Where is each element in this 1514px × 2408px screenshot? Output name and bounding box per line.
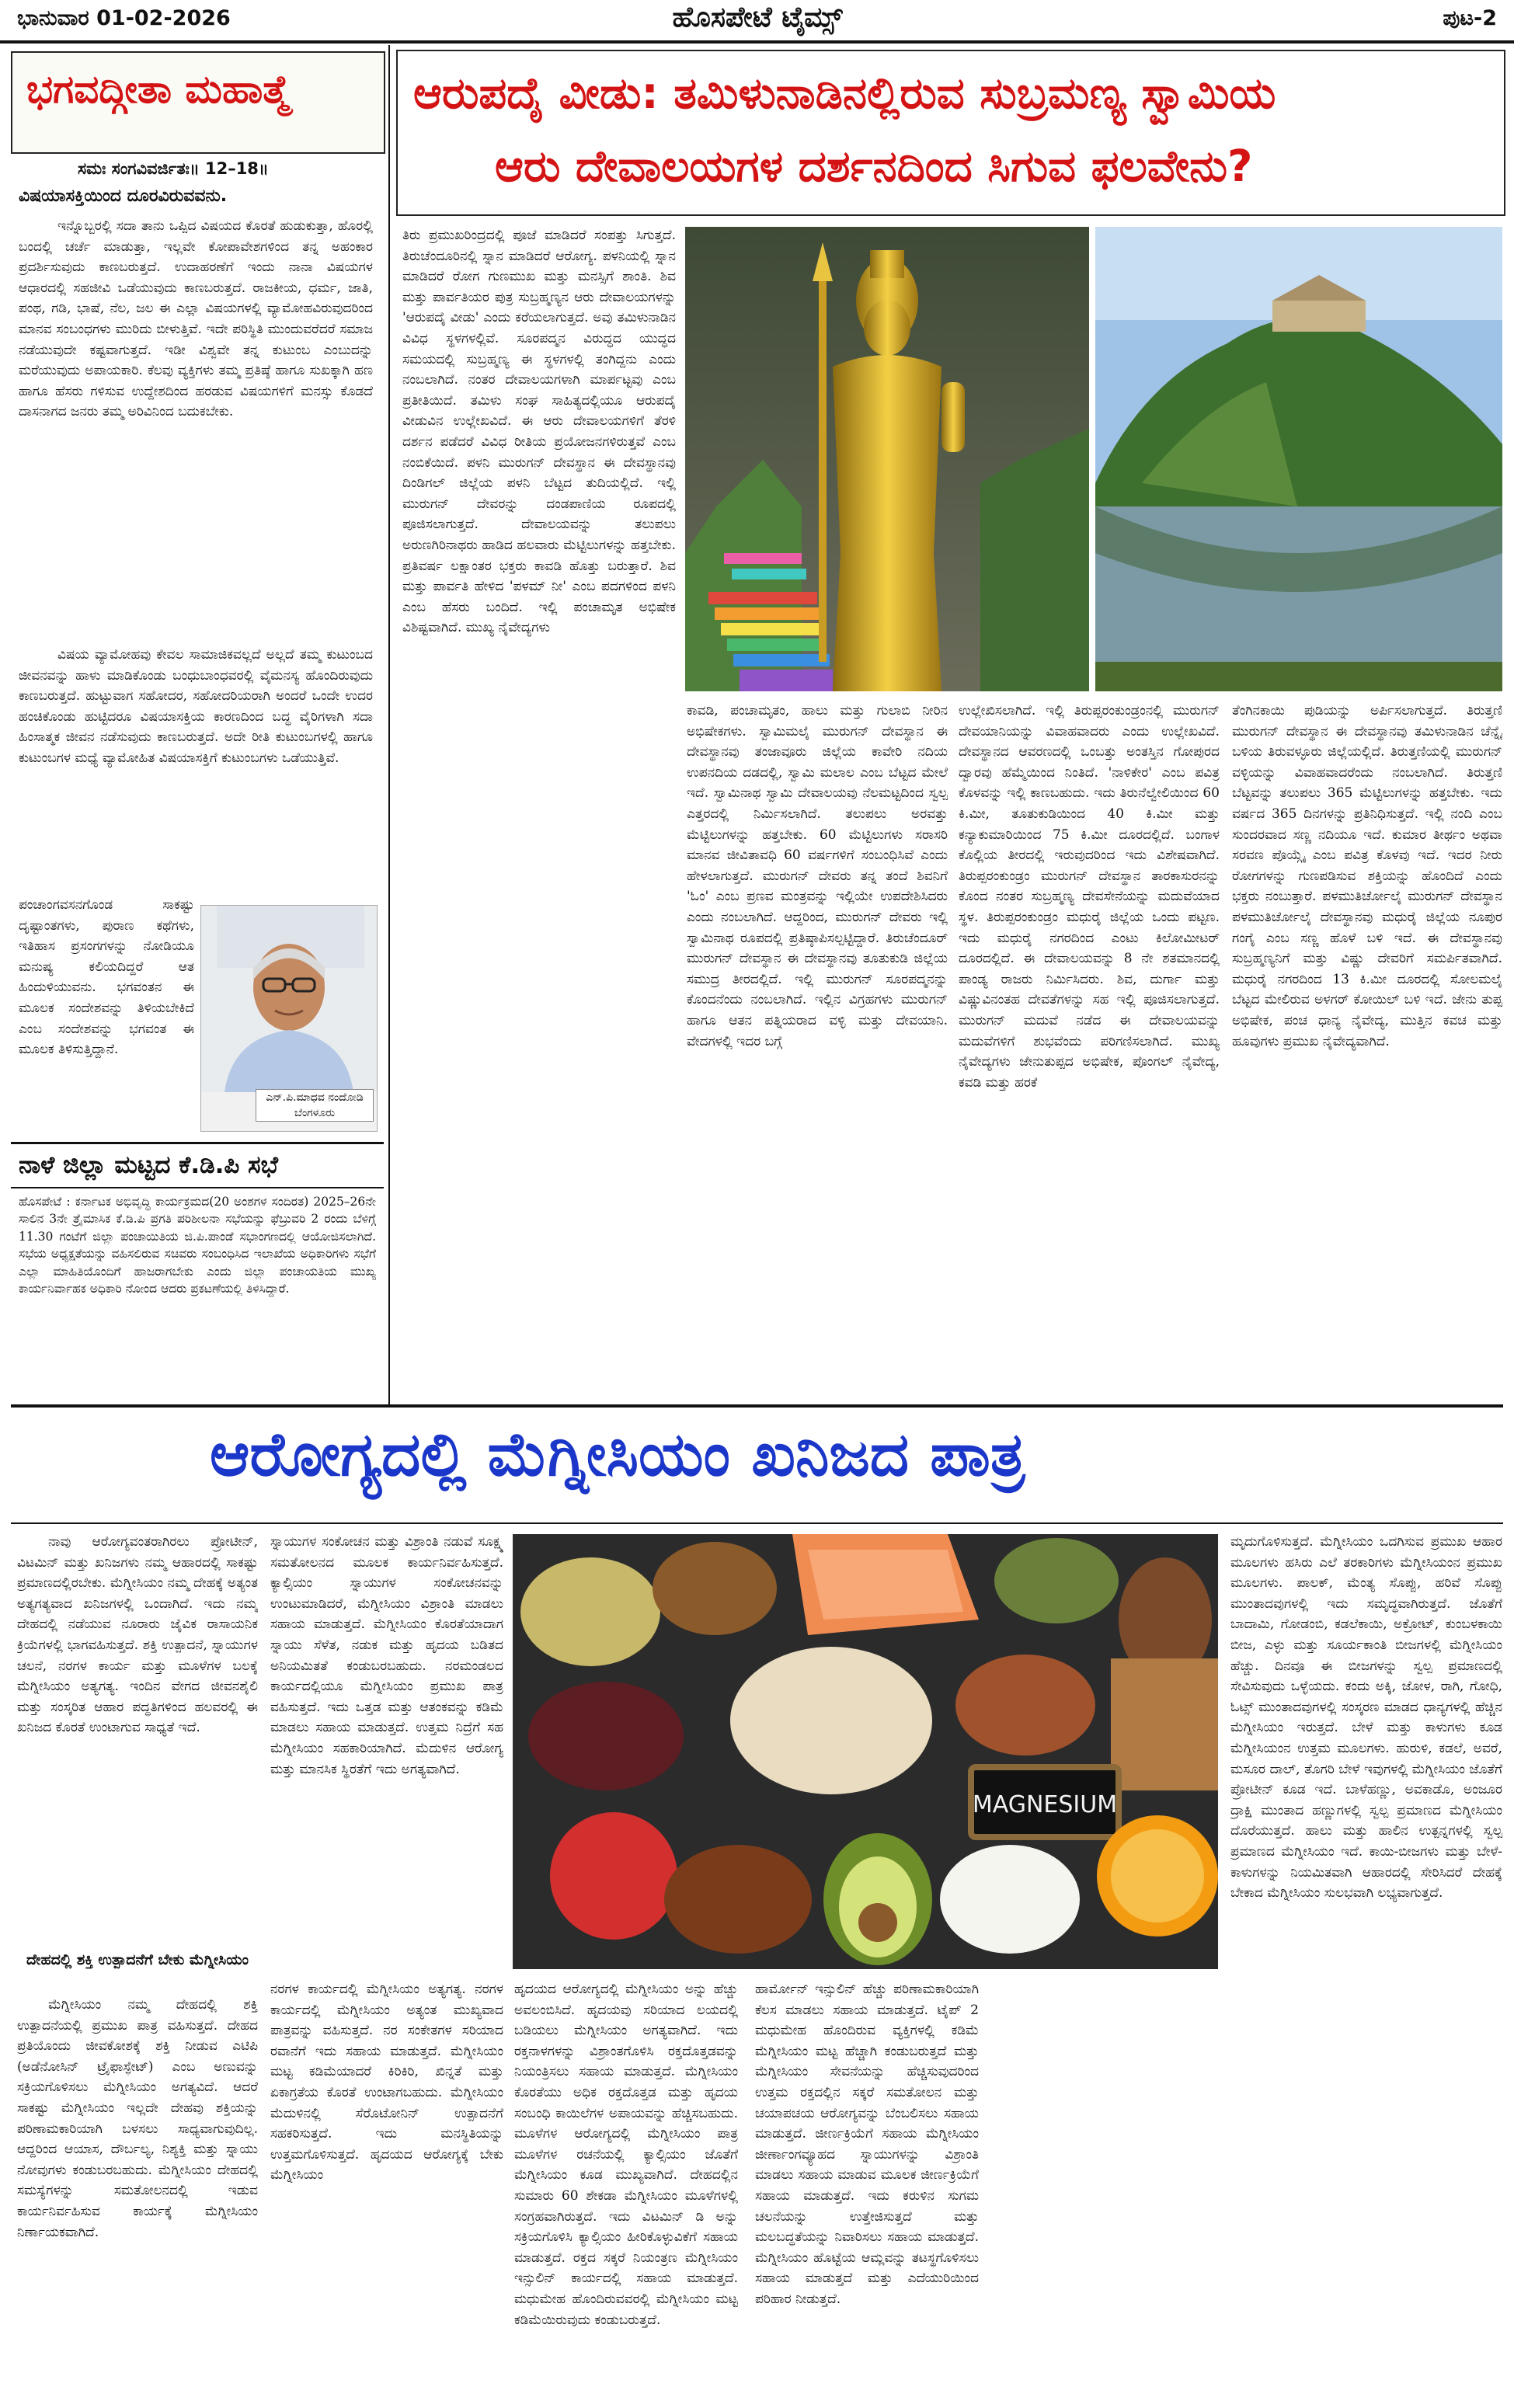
gita-verse: ಸಮಃ ಸಂಗವಿವರ್ಜಿತಃ॥ 12–18॥ <box>78 159 269 178</box>
kdp-body: ಹೊಸಪೇಟೆ : ಕರ್ನಾಟಕ ಅಭಿವೃದ್ಧಿ ಕಾರ್ಯಕ್ರಮದ(20 ಅಂಶಗಳ ಸಂದಿರತ) 2025–26ನೇ ಸಾಲಿನ 3ನೇ ತ್ರೈಮಾಸಿಕ ಕೆ.ಡಿ.ಪಿ ಪ್ರಗತಿ ಪರಿಶೀಲನಾ ಸಭೆಯನ್ನು ಫೆಬ್ರುವರಿ 2 ರಂದು ಬೆಳಿಗ್ಗೆ 11.30 ಗಂಟೆಗೆ ಜಿಲ್ಲಾ ಪಂಚಾಯಿತಿಯ ಜಿ.ಪಿ.ಪಾಂಡೆ ಸಭಾಂಗಣದಲ್ಲಿ ಆಯೋಜಿಸಲಾಗಿದೆ. ಸಭೆಯ ಅಧ್ಯಕ್ಷತೆಯನ್ನು ವಹಿಸಲಿರುವ ಸಚಿವರು ಸಂಬಂಧಿಸಿದ ಇಲಾಖೆಯ ಅಧಿಕಾರಿಗಳು ಸಭೆಗೆ ಎಲ್ಲಾ ಮಾಹಿತಿಯೊಂದಿಗೆ ಹಾಜರಾಗಬೇಕು ಎಂದು ಜಿಲ್ಲಾ ಪಂಚಾಯತಿಯ ಮುಖ್ಯ ಕಾರ್ಯನಿರ್ವಾಹಕ ಅಧಿಕಾರಿ ನೋಂದ ಆದರು ಪ್ರಕಟಣೆಯಲ್ಲಿ ತಿಳಿಸಿದ್ದಾರೆ. <box>19 1195 376 1296</box>
page-header <box>0 0 1514 43</box>
author-portrait-image <box>201 906 377 1092</box>
column-divider <box>388 45 390 1404</box>
gita-body-a: ಇನ್ನೊಬ್ಬರಲ್ಲಿ ಸದಾ ತಾನು ಒಪ್ಪಿದ ವಿಷಯದ ಕೊರತೆ ಹುಡುಕುತ್ತಾ, ಹೊರಲ್ಲಿ ಬಂದಲ್ಲಿ ಚರ್ಚೆ ಮಾಡುತ್ತಾ, ಇಲ್ಲವೇ ಕೋಪಾವೇಶಗಳಿಂದ ತನ್ನ ಅಹಂಕಾರ ಪ್ರದರ್ಶಿಸುವುದು ಕಾಣಬರುತ್ತದೆ. ಉದಾಹರಣೆಗೆ ಇಂದು ನಾನಾ ವಿಷಯಗಳ ಆಧಾರದಲ್ಲಿ ಸಹಜೀವಿ ಒಡೆಯುವುದು ಕಾಣಬರುತ್ತದೆ. ರಾಜಕೀಯ, ಧರ್ಮ, ಜಾತಿ, ಪಂಥ, ಗಡಿ, ಭಾಷೆ, ನೆಲ, ಜಲ ಈ ಎಲ್ಲಾ ವಿಷಯಗಳಲ್ಲಿ ವ್ಯಾಮೋಹವಿರುವುದರಿಂದ ಮಾನವ ಸಂಬಂಧಗಳು ಮುರಿದು ಬೀಳುತ್ತಿವೆ. ಇದೇ ಪರಿಸ್ಥಿತಿ ಮುಂದುವರೆದರೆ ಸಮಾಜ ನಡೆಯುವುದೇ ಕಷ್ಟವಾಗುತ್ತದೆ. ಇಡೀ ವಿಶ್ವವೇ ತನ್ನ ಕುಟುಂಬ ಎಂಬುದನ್ನು ಮರೆಯುವುದು ಅಪಾಯಕಾರಿ. ಕೆಲವು ವ್ಯಕ್ತಿಗಳು ತಮ್ಮ ಪ್ರತಿಷ್ಠೆ ಹಾಗೂ ಸುಖಕ್ಕಾಗಿ ಹಣ ಹಾಗೂ ಹೆಸರು ಗಳಿಸುವ ಉದ್ದೇಶದಿಂದ ಹರಡುವ ವಿಷಯಗಳಿಗೆ ಮನಸ್ಸು ಕೊಡದೆ ದಾಸನಾಗದ ಜನರು ತಮ್ಮ ಅರಿವಿನಿಂದ ಬದುಕಬೇಕು. <box>19 218 373 420</box>
author-city: ಬೆಂಗಳೂರು <box>294 1107 336 1119</box>
magnesium-col-5: ಮೃದುಗೊಳಿಸುತ್ತದೆ. ಮೆಗ್ನೀಸಿಯಂ ಒದಗಿಸುವ ಪ್ರಮುಖ ಆಹಾರ ಮೂಲಗಳು ಹಸಿರು ಎಲೆ ತರಕಾರಿಗಳು ಮೆಗ್ನೀಸಿಯಂನ ಪ್ರಮುಖ ಮೂಲಗಳು. ಪಾಲಕ್, ಮೆಂತ್ಯ ಸೊಪ್ಪು, ಹರಿವೆ ಸೊಪ್ಪು ಮುಂತಾದವುಗಳಲ್ಲಿ ಇದು ಸಮೃದ್ಧವಾಗಿರುತ್ತದೆ. ಜೊತೆಗೆ ಬಾದಾಮಿ, ಗೋಡಂಬಿ, ಕಡಲೆಕಾಯಿ, ಅಕ್ರೋಟ್, ಕುಂಬಳಕಾಯಿ ಬೀಜ, ಎಳ್ಳು ಮತ್ತು ಸೂರ್ಯಕಾಂತಿ ಬೀಜಗಳಲ್ಲಿ ಮೆಗ್ನೀಸಿಯಂ ಹೆಚ್ಚು. ದಿನವೂ ಈ ಬೀಜಗಳನ್ನು ಸ್ವಲ್ಪ ಪ್ರಮಾಣದಲ್ಲಿ ಸೇವಿಸುವುದು ಒಳ್ಳೆಯದು. ಕಂದು ಅಕ್ಕಿ, ಜೋಳ, ರಾಗಿ, ಗೋಧಿ, ಓಟ್ಸ್ ಮುಂತಾದವುಗಳಲ್ಲಿ ಸಂಸ್ಕರಣ ಮಾಡದ ಧಾನ್ಯಗಳಲ್ಲಿ ಹೆಚ್ಚಿನ ಮೆಗ್ನೀಸಿಯಂ ಇರುತ್ತದೆ. ಬೇಳೆ ಮತ್ತು ಕಾಳುಗಳು ಕೂಡ ಮೆಗ್ನೀಸಿಯಂನ ಉತ್ತಮ ಮೂಲಗಳು. ಹುರುಳಿ, ಕಡಲೆ, ಅವರೆ, ಮಸೂರ ದಾಲ್, ತೊಗರಿ ಬೇಳೆ ಇವುಗಳಲ್ಲಿ ಮೆಗ್ನೀಸಿಯಂ ಜೊತೆಗೆ ಪ್ರೋಟೀನ್ ಕೂಡ ಇದೆ. ಬಾಳೆಹಣ್ಣು, ಅವಕಾಡೊ, ಅಂಜೂರ ದ್ರಾಕ್ಷಿ ಮುಂತಾದ ಹಣ್ಣುಗಳಲ್ಲಿ ಸ್ವಲ್ಪ ಪ್ರಮಾಣದ ಮೆಗ್ನೀಸಿಯಂ ದೊರೆಯುತ್ತದೆ. ಹಾಲು ಮತ್ತು ಹಾಲಿನ ಉತ್ಪನ್ನಗಳಲ್ಲಿ ಸ್ವಲ್ಪ ಪ್ರಮಾಣದ ಮೆಗ್ನೀಸಿಯಂ ಇದೆ. ಕಾಯಿ-ಬೀಜಗಳು ಮತ್ತು ಬೇಳೆ-ಕಾಳುಗಳನ್ನು ನಿಯಮಿತವಾಗಿ ಆಹಾರದಲ್ಲಿ ಸೇರಿಸಿದರೆ ದೇಹಕ್ಕೆ ಬೇಕಾದ ಮೆಗ್ನೀಸಿಯಂ ಸುಲಭವಾಗಿ ಲಭ್ಯವಾಗುತ್ತದೆ. <box>1230 1534 1502 1902</box>
magnesium-col-3: ಹೃದಯದ ಆರೋಗ್ಯದಲ್ಲಿ ಮೆಗ್ನೀಸಿಯಂ ಅನ್ನು ಹೆಚ್ಚು ಅವಲಂಬಿಸಿದೆ. ಹೃದಯವು ಸರಿಯಾದ ಲಯದಲ್ಲಿ ಬಡಿಯಲು ಮೆಗ್ನೀಸಿಯಂ ಅಗತ್ಯವಾಗಿದೆ. ಇದು ರಕ್ತನಾಳಗಳನ್ನು ವಿಶ್ರಾಂತಗೊಳಿಸಿ ರಕ್ತದೊತ್ತಡವನ್ನು ನಿಯಂತ್ರಿಸಲು ಸಹಾಯ ಮಾಡುತ್ತದೆ. ಮೆಗ್ನೀಸಿಯಂ ಕೊರತೆಯು ಅಧಿಕ ರಕ್ತದೊತ್ತಡ ಮತ್ತು ಹೃದಯ ಸಂಬಂಧಿ ಕಾಯಿಲೆಗಳ ಅಪಾಯವನ್ನು ಹೆಚ್ಚಿಸಬಹುದು. ಮೂಳೆಗಳ ಆರೋಗ್ಯದಲ್ಲಿ ಮೆಗ್ನೀಸಿಯಂ ಪಾತ್ರ ಮೂಳೆಗಳ ರಚನೆಯಲ್ಲಿ ಕ್ಯಾಲ್ಸಿಯಂ ಜೊತೆಗೆ ಮೆಗ್ನೀಸಿಯಂ ಕೂಡ ಮುಖ್ಯವಾಗಿದೆ. ದೇಹದಲ್ಲಿನ ಸುಮಾರು 60 ಶೇಕಡಾ ಮೆಗ್ನೀಸಿಯಂ ಮೂಳೆಗಳಲ್ಲಿ ಸಂಗ್ರಹವಾಗಿರುತ್ತದೆ. ಇದು ವಿಟಮಿನ್ ಡಿ ಅನ್ನು ಸಕ್ರಿಯಗೊಳಿಸಿ ಕ್ಯಾಲ್ಸಿಯಂ ಹೀರಿಕೊಳ್ಳುವಿಕೆಗೆ ಸಹಾಯ ಮಾಡುತ್ತದೆ. ರಕ್ತದ ಸಕ್ಕರೆ ನಿಯಂತ್ರಣ ಮೆಗ್ನೀಸಿಯಂ ಇನ್ಸುಲಿನ್ ಕಾರ್ಯದಲ್ಲಿ ಸಹಾಯ ಮಾಡುತ್ತದೆ. ಮಧುಮೇಹ ಹೊಂದಿರುವವರಲ್ಲಿ ಮೆಗ್ನೀಸಿಯಂ ಮಟ್ಟ ಕಡಿಮೆಯಿರುವುದು ಕಂಡುಬರುತ್ತದೆ. <box>514 1982 738 2328</box>
murugan-statue-image <box>685 227 1089 691</box>
arupadai-col-2: ಕಾವಡಿ, ಪಂಚಾಮೃತಂ, ಹಾಲು ಮತ್ತು ಗುಲಾಬಿ ನೀರಿನ ಅಭಿಷೇಕಗಳು. ಸ್ವಾಮಿಮಲೈ ಮುರುಗನ್ ದೇವಸ್ಥಾನ ಈ ದೇವಸ್ಥಾನವು ತಂಜಾವೂರು ಜಿಲ್ಲೆಯ ಕಾವೇರಿ ನದಿಯ ಉಪನದಿಯ ದಡದಲ್ಲಿ, ಸ್ವಾಮಿ ಮಲಾಲ ಎಂಬ ಬೆಟ್ಟದ ಮೇಲೆ ಇದೆ. ಸ್ವಾಮಿನಾಥ ಸ್ವಾಮಿ ದೇವಾಲಯವು ನೆಲಮಟ್ಟದಿಂದ ಸ್ವಲ್ಪ ಎತ್ತರದಲ್ಲಿ ನಿರ್ಮಿಸಲಾಗಿದೆ. ತಲುಪಲು ಅರವತ್ತು ಮೆಟ್ಟಿಲುಗಳನ್ನು ಹತ್ತಬೇಕು. 60 ಮೆಟ್ಟಿಲುಗಳು ಸರಾಸರಿ ಮಾನವ ಜೀವಿತಾವಧಿ 60 ವರ್ಷಗಳಿಗೆ ಸಂಬಂಧಿಸಿವೆ ಎಂದು ಹೇಳಲಾಗುತ್ತದೆ. ಮುರುಗನ್ ದೇವರು ತನ್ನ ತಂದೆ ಶಿವನಿಗೆ 'ಓಂ' ಎಂಬ ಪ್ರಣವ ಮಂತ್ರವನ್ನು ಇಲ್ಲಿಯೇ ಉಪದೇಶಿಸಿದರು ಎಂದು ನಂಬಲಾಗಿದೆ. ಆದ್ದರಿಂದ, ಮುರುಗನ್ ದೇವರು ಇಲ್ಲಿ ಸ್ವಾಮಿನಾಥ ರೂಪದಲ್ಲಿ ಪ್ರತಿಷ್ಠಾಪಿಸಲ್ಪಟ್ಟಿದ್ದಾರೆ. ತಿರುಚೆಂದೂರ್ ಮುರುಗನ್ ದೇವಸ್ಥಾನ ಈ ದೇವಸ್ಥಾನವು ತೂತುಕುಡಿ ಜಿಲ್ಲೆಯ ಸಮುದ್ರ ತೀರದಲ್ಲಿದೆ. ಇಲ್ಲಿ ಮುರುಗನ್ ಸೂರಪದ್ಮನನ್ನು ಕೊಂದನೆಂದು ನಂಬಲಾಗಿದೆ. ಇಲ್ಲಿನ ವಿಗ್ರಹಗಳು ಮುರುಗನ್ ಹಾಗೂ ಆತನ ಪತ್ನಿಯರಾದ ವಳ್ಳಿ ಮತ್ತು ದೇವಯಾನಿ. ವೇದಗಳಲ್ಲಿ ಇದರ ಬಗ್ಗೆ <box>687 703 948 1049</box>
gita-title: ಭಗವದ್ಗೀತಾ ಮಹಾತ್ಮೆ <box>26 67 291 112</box>
magnesium-col-1a: ನಾವು ಆರೋಗ್ಯವಂತರಾಗಿರಲು ಪ್ರೋಟೀನ್, ವಿಟಮಿನ್ ಮತ್ತು ಖನಿಜಗಳು ನಮ್ಮ ಆಹಾರದಲ್ಲಿ ಸಾಕಷ್ಟು ಪ್ರಮಾಣದಲ್ಲಿರಬೇಕು. ಮೆಗ್ನೀಸಿಯಂ ನಮ್ಮ ದೇಹಕ್ಕೆ ಅತ್ಯಂತ ಅತ್ಯಗತ್ಯವಾದ ಖನಿಜಗಳಲ್ಲಿ ಒಂದಾಗಿದೆ. ಇದು ನಮ್ಮ ದೇಹದಲ್ಲಿ ನಡೆಯುವ ನೂರಾರು ಜೈವಿಕ ರಾಸಾಯನಿಕ ಕ್ರಿಯೆಗಳಲ್ಲಿ ಭಾಗವಹಿಸುತ್ತದೆ. ಶಕ್ತಿ ಉತ್ಪಾದನೆ, ಸ್ನಾಯುಗಳ ಚಲನೆ, ನರಗಳ ಕಾರ್ಯ ಮತ್ತು ಮೂಳೆಗಳ ಬಲಕ್ಕೆ ಮೆಗ್ನೀಸಿಯಂ ಅತ್ಯಗತ್ಯ. ಇಂದಿನ ವೇಗದ ಜೀವನಶೈಲಿ ಮತ್ತು ಸಂಸ್ಕರಿತ ಆಹಾರ ಪದ್ಧತಿಗಳಿಂದ ಹಲವರಲ್ಲಿ ಈ ಖನಿಜದ ಕೊರತೆ ಉಂಟಾಗುವ ಸಾಧ್ಯತೆ ಇದೆ. <box>17 1534 258 1736</box>
magnesium-col-4: ಹಾರ್ಮೋನ್ ಇನ್ಸುಲಿನ್ ಹೆಚ್ಚು ಪರಿಣಾಮಕಾರಿಯಾಗಿ ಕೆಲಸ ಮಾಡಲು ಸಹಾಯ ಮಾಡುತ್ತದೆ. ಟೈಪ್ 2 ಮಧುಮೇಹ ಹೊಂದಿರುವ ವ್ಯಕ್ತಿಗಳಲ್ಲಿ ಕಡಿಮೆ ಮೆಗ್ನೀಸಿಯಂ ಮಟ್ಟ ಹೆಚ್ಚಾಗಿ ಕಂಡುಬರುತ್ತದೆ ಮತ್ತು ಮೆಗ್ನೀಸಿಯಂ ಸೇವನೆಯನ್ನು ಹೆಚ್ಚಿಸುವುದರಿಂದ ಉತ್ತಮ ರಕ್ತದಲ್ಲಿನ ಸಕ್ಕರೆ ಸಮತೋಲನ ಮತ್ತು ಚಯಾಪಚಯ ಆರೋಗ್ಯವನ್ನು ಬೆಂಬಲಿಸಲು ಸಹಾಯ ಮಾಡುತ್ತದೆ. ಜೀರ್ಣಕ್ರಿಯೆಗೆ ಸಹಾಯ ಮೆಗ್ನೀಸಿಯಂ ಜೀರ್ಣಾಂಗವ್ಯೂಹದ ಸ್ನಾಯುಗಳನ್ನು ವಿಶ್ರಾಂತಿ ಮಾಡಲು ಸಹಾಯ ಮಾಡುವ ಮೂಲಕ ಜೀರ್ಣಕ್ರಿಯೆಗೆ ಸಹಾಯ ಮಾಡುತ್ತದೆ. ಇದು ಕರುಳಿನ ಸುಗಮ ಚಲನೆಯನ್ನು ಉತ್ತೇಜಿಸುತ್ತದೆ ಮತ್ತು ಮಲಬದ್ಧತೆಯನ್ನು ನಿವಾರಿಸಲು ಸಹಾಯ ಮಾಡುತ್ತದೆ. ಮೆಗ್ನೀಸಿಯಂ ಹೊಟ್ಟೆಯ ಆಮ್ಲವನ್ನು ತಟಸ್ಥಗೊಳಿಸಲು ಸಹಾಯ ಮಾಡುತ್ತದೆ ಮತ್ತು ಎದೆಯುರಿಯಿಂದ ಪರಿಹಾರ ನೀಡುತ್ತದೆ. <box>755 1982 979 2307</box>
kdp-title-rule <box>11 1187 384 1188</box>
arupadai-headline-1: ಆರುಪದೈ ವೀಡು: ತಮಿಳುನಾಡಿನಲ್ಲಿರುವ ಸುಬ್ರಮಣ್ಯ ಸ್ವಾಮಿಯ <box>413 68 1276 119</box>
magnesium-col-1-subhead: ದೇಹದಲ್ಲಿ ಶಕ್ತಿ ಉತ್ಪಾದನೆಗೆ ಬೇಕು ಮೆಗ್ನೀಸಿಯಂ <box>26 1951 249 1968</box>
magnesium-foods-photo <box>513 1534 1218 1969</box>
arupadai-col-3: ಉಲ್ಲೇಖಿಸಲಾಗಿದೆ. ಇಲ್ಲಿ ತಿರುಪ್ಪರಂಕುಂಡ್ರಂನಲ್ಲಿ ಮುರುಗನ್ ದೇವಯಾನಿಯನ್ನು ವಿವಾಹವಾದರು ಎಂದು ಉಲ್ಲೇಖವಿದೆ. ದೇವಸ್ಥಾನದ ಆವರಣದಲ್ಲಿ ಒಂಬತ್ತು ಅಂತಸ್ತಿನ ಗೋಪುರದ ದ್ವಾರವು ಹೆಮ್ಮೆಯಿಂದ ನಿಂತಿದೆ. 'ನಾಳಿಕೇರ' ಎಂಬ ಪವಿತ್ರ ಕೊಳವನ್ನು ಇಲ್ಲಿ ಕಾಣಬಹುದು. ಇದು ತಿರುನೆಲ್ವೇಲಿಯಿಂದ 60 ಕಿ.ಮೀ, ತೂತುಕುಡಿಯಿಂದ 40 ಕಿ.ಮೀ ಮತ್ತು ಕನ್ಯಾಕುಮಾರಿಯಿಂದ 75 ಕಿ.ಮೀ ದೂರದಲ್ಲಿದೆ. ಬಂಗಾಳ ಕೊಲ್ಲಿಯ ತೀರದಲ್ಲಿ ಇರುವುದರಿಂದ ಇದು ವಿಶೇಷವಾಗಿದೆ. ತಿರುಪ್ಪರಂಕುಂಡ್ರಂ ಮುರುಗನ್ ದೇವಸ್ಥಾನ ತಾರಕಾಸುರನನ್ನು ಕೊಂದ ನಂತರ ಸುಬ್ರಹ್ಮಣ್ಯ ದೇವಸೇನೆಯನ್ನು ಮದುವೆಯಾದ ಸ್ಥಳ. ತಿರುಪ್ಪರಂಕುಂಡ್ರಂ ಮಧುರೈ ಜಿಲ್ಲೆಯ ಒಂದು ಪಟ್ಟಣ. ಇದು ಮಧುರೈ ನಗರದಿಂದ ಎಂಟು ಕಿಲೋಮೀಟರ್ ದೂರದಲ್ಲಿದೆ. ಈ ದೇವಾಲಯವನ್ನು 8 ನೇ ಶತಮಾನದಲ್ಲಿ ಪಾಂಡ್ಯ ರಾಜರು ನಿರ್ಮಿಸಿದರು. ಶಿವ, ದುರ್ಗಾ ಮತ್ತು ವಿಷ್ಣುವಿನಂತಹ ದೇವತೆಗಳನ್ನು ಸಹ ಇಲ್ಲಿ ಪೂಜಿಸಲಾಗುತ್ತದೆ. ಮುರುಗನ್ ಮದುವೆ ನಡೆದ ಈ ದೇವಾಲಯವನ್ನು ಮದುವೆಗಳಿಗೆ ಶುಭವೆಂದು ಪರಿಗಣಿಸಲಾಗಿದೆ. ಮುಖ್ಯ ನೈವೇದ್ಯಗಳು ಜೇನುತುಪ್ಪದ ಅಭಿಷೇಕ, ಪೊಂಗಲ್ ನೈವೇದ್ಯ, ಕವಡಿ ಮತ್ತು ಹರಕೆ <box>959 703 1220 1091</box>
gita-title-box <box>11 51 385 154</box>
magnesium-col-2b: ನರಗಳ ಕಾರ್ಯದಲ್ಲಿ ಮೆಗ್ನೀಸಿಯಂ ಅತ್ಯಗತ್ಯ. ನರಗಳ ಕಾರ್ಯದಲ್ಲಿ ಮೆಗ್ನೀಸಿಯಂ ಅತ್ಯಂತ ಮುಖ್ಯವಾದ ಪಾತ್ರವನ್ನು ವಹಿಸುತ್ತದೆ. ನರ ಸಂಕೇತಗಳ ಸರಿಯಾದ ರವಾನೆಗೆ ಇದು ಸಹಾಯ ಮಾಡುತ್ತದೆ. ಮೆಗ್ನೀಸಿಯಂ ಮಟ್ಟ ಕಡಿಮೆಯಾದರೆ ಕಿರಿಕಿರಿ, ಖಿನ್ನತೆ ಮತ್ತು ಏಕಾಗ್ರತೆಯ ಕೊರತೆ ಉಂಟಾಗಬಹುದು. ಮೆಗ್ನೀಸಿಯಂ ಮೆದುಳಿನಲ್ಲಿ ಸೆರೊಟೋನಿನ್ ಉತ್ಪಾದನೆಗೆ ಸಹಕರಿಸುತ್ತದೆ. ಇದು ಮನಸ್ಥಿತಿಯನ್ನು ಉತ್ತಮಗೊಳಿಸುತ್ತದೆ. ಹೃದಯದ ಆರೋಗ್ಯಕ್ಕೆ ಬೇಕು ಮೆಗ್ನೀಸಿಯಂ <box>270 1982 503 2184</box>
arupadai-headline-box <box>396 50 1505 216</box>
left-divider <box>11 1142 384 1144</box>
author-photo <box>200 905 378 1132</box>
arupadai-col-4: ತೆಂಗಿನಕಾಯಿ ಪುಡಿಯನ್ನು ಅರ್ಪಿಸಲಾಗುತ್ತದೆ. ತಿರುತ್ತಣಿ ಮುರುಗನ್ ದೇವಸ್ಥಾನ ಈ ದೇವಸ್ಥಾನವು ತಮಿಳುನಾಡಿನ ಚೆನ್ನೈ ಬಳಿಯ ತಿರುವಳ್ಳೂರು ಜಿಲ್ಲೆಯಲ್ಲಿದೆ. ತಿರುತ್ತಣಿಯಲ್ಲಿ ಮುರುಗನ್ ವಳ್ಳಿಯನ್ನು ವಿವಾಹವಾದರೆಂದು ನಂಬಲಾಗಿದೆ. ತಿರುತ್ತಣಿ ಬೆಟ್ಟವನ್ನು ತಲುಪಲು 365 ಮೆಟ್ಟಿಲುಗಳನ್ನು ಹತ್ತಬೇಕು. ಇದು ವರ್ಷದ 365 ದಿನಗಳನ್ನು ಪ್ರತಿನಿಧಿಸುತ್ತದೆ. ಇಲ್ಲಿ ನಂದಿ ಎಂಬ ಸುಂದರವಾದ ಸಣ್ಣ ನದಿಯೂ ಇದೆ. ಕುಮಾರ ತೀರ್ಥಂ ಅಥವಾ ಸರವಣ ಪೊಯ್ಗೈ ಎಂಬ ಪವಿತ್ರ ಕೊಳವು ಇದೆ. ಇದರ ನೀರು ರೋಗಗಳನ್ನು ಗುಣಪಡಿಸುವ ಶಕ್ತಿಯನ್ನು ಹೊಂದಿದೆ ಎಂದು ಭಕ್ತರು ನಂಬುತ್ತಾರೆ. ಪಳಮುತಿರ್ಚೋಲೈ ಮುರುಗನ್ ದೇವಸ್ಥಾನ ಪಳಮುತಿರ್ಚೋಲೈ ದೇವಸ್ಥಾನವು ಮಧುರೈ ಜಿಲ್ಲೆಯ ನೂಪುರ ಗಂಗೈ ಎಂಬ ಸಣ್ಣ ಹೊಳೆ ಬಳಿ ಇದೆ. ಈ ದೇವಸ್ಥಾನವು ಸುಬ್ರಹ್ಮಣ್ಯನಿಗೆ ಮತ್ತು ವಿಷ್ಣು ದೇವರಿಗೆ ಸಮರ್ಪಿತವಾಗಿದೆ. ಮಧುರೈ ನಗರದಿಂದ 13 ಕಿ.ಮೀ ದೂರದಲ್ಲಿ ಸೋಲಮಲೈ ಬೆಟ್ಟದ ಮೇಲಿರುವ ಅಳಗರ್ ಕೋಯಿಲ್ ಬಳಿ ಇದೆ. ಜೇನು ತುಪ್ಪ ಅಭಿಷೇಕ, ಪಂಚ ಧಾನ್ಯ ನೈವೇದ್ಯ, ಮುತ್ತಿನ ಕವಚ ಮತ್ತು ಹೂವುಗಳು ಪ್ರಮುಖ ನೈವೇದ್ಯವಾಗಿದೆ. <box>1232 703 1502 1049</box>
magnesium-foods-image <box>513 1534 1218 1969</box>
headline-rule <box>11 1522 1503 1524</box>
author-name: ಎನ್.ಪಿ.ಮಾಧವ ನಂದೋಡಿ <box>266 1091 364 1104</box>
issue-date: ಭಾನುವಾರ 01-02-2026 <box>17 6 231 30</box>
author-name-caption <box>256 1089 374 1122</box>
murugan-statue-photo <box>685 227 1089 691</box>
magnesium-headline: ಆರೋಗ್ಯದಲ್ಲಿ ಮೆಗ್ನೀಸಿಯಂ ಖನಿಜದ ಪಾತ್ರ <box>210 1420 1025 1490</box>
section-divider <box>11 1404 1503 1408</box>
kdp-title: ನಾಳೆ ಜಿಲ್ಲಾ ಮಟ್ಟದ ಕೆ.ಡಿ.ಪಿ ಸಭೆ <box>19 1151 278 1179</box>
magnesium-col-2a: ಸ್ನಾಯುಗಳ ಸಂಕೋಚನ ಮತ್ತು ವಿಶ್ರಾಂತಿ ನಡುವೆ ಸೂಕ್ಷ್ಮ ಸಮತೋಲನದ ಮೂಲಕ ಕಾರ್ಯನಿರ್ವಹಿಸುತ್ತದೆ. ಕ್ಯಾಲ್ಸಿಯಂ ಸ್ನಾಯುಗಳ ಸಂಕೋಚನವನ್ನು ಉಂಟುಮಾಡಿದರೆ, ಮೆಗ್ನೀಸಿಯಂ ವಿಶ್ರಾಂತಿ ಮಾಡಲು ಸಹಾಯ ಮಾಡುತ್ತದೆ. ಮೆಗ್ನೀಸಿಯಂ ಕೊರತೆಯಾದಾಗ ಸ್ನಾಯು ಸೆಳೆತ, ನಡುಕ ಮತ್ತು ಹೃದಯ ಬಡಿತದ ಅನಿಯಮಿತತೆ ಕಂಡುಬರಬಹುದು. ನರಮಂಡಲದ ಕಾರ್ಯದಲ್ಲಿಯೂ ಮೆಗ್ನೀಸಿಯಂ ಪ್ರಮುಖ ಪಾತ್ರ ವಹಿಸುತ್ತದೆ. ಇದು ಒತ್ತಡ ಮತ್ತು ಆತಂಕವನ್ನು ಕಡಿಮೆ ಮಾಡಲು ಸಹಾಯ ಮಾಡುತ್ತದೆ. ಉತ್ತಮ ನಿದ್ರೆಗೆ ಸಹ ಮೆಗ್ನೀಸಿಯಂ ಸಹಕಾರಿಯಾಗಿದೆ. ಮೆದುಳಿನ ಆರೋಗ್ಯ ಮತ್ತು ಮಾನಸಿಕ ಸ್ಥಿರತೆಗೆ ಇದು ಅಗತ್ಯವಾಗಿದೆ. <box>270 1534 503 1777</box>
hill-temple-photo <box>1095 227 1502 691</box>
magnesium-col-4b <box>993 1979 1215 2399</box>
newspaper-title: ಹೊಸಪೇಟೆ ಟೈಮ್ಸ್ <box>672 2 843 33</box>
arupadai-col-1: ತಿರು ಪ್ರಮುಖರಿಂದ್ರದಲ್ಲಿ ಪೂಜೆ ಮಾಡಿದರೆ ಸಂಪತ್ತು ಸಿಗುತ್ತದೆ. ತಿರುಚೆಂದೂರಿನಲ್ಲಿ ಸ್ನಾನ ಮಾಡಿದರೆ ಆರೋಗ್ಯ. ಪಳನಿಯಲ್ಲಿ ಸ್ನಾನ ಮಾಡಿದರೆ ರೋಗ ಗುಣಮುಖ ಮತ್ತು ಮನಸ್ಸಿಗೆ ಶಾಂತಿ. ಶಿವ ಮತ್ತು ಪಾರ್ವತಿಯರ ಪುತ್ರ ಸುಬ್ರಹ್ಮಣ್ಯನ ಆರು ದೇವಾಲಯಗಳನ್ನು 'ಆರುಪದೈ ವೀಡು' ಎಂದು ಕರೆಯಲಾಗುತ್ತದೆ. ಅವು ತಮಿಳುನಾಡಿನ ವಿವಿಧ ಸ್ಥಳಗಳಲ್ಲಿವೆ. ಸೂರಪದ್ಮನ ವಿರುದ್ಧದ ಯುದ್ಧದ ಸಮಯದಲ್ಲಿ ಸುಬ್ರಹ್ಮಣ್ಯ ಈ ಸ್ಥಳಗಳಲ್ಲಿ ತಂಗಿದ್ದನು ಎಂದು ನಂಬಲಾಗಿದೆ. ನಂತರ ದೇವಾಲಯಗಳಾಗಿ ಮಾರ್ಪಟ್ಟವು ಎಂಬ ಪ್ರತೀತಿಯಿದೆ. ತಮಿಳು ಸಂಘ ಸಾಹಿತ್ಯದಲ್ಲಿಯೂ ಆರುಪದೈ ವೀಡುವಿನ ಉಲ್ಲೇಖವಿದೆ. ಈ ಆರು ದೇವಾಲಯಗಳಿಗೆ ತೆರಳಿ ದರ್ಶನ ಪಡೆದರೆ ವಿವಿಧ ರೀತಿಯ ಪ್ರಯೋಜನಗಳಿರುತ್ತವೆ ಎಂಬ ನಂಬಿಕೆಯಿದೆ. ಪಳನಿ ಮುರುಗನ್ ದೇವಸ್ಥಾನ ಈ ದೇವಸ್ಥಾನವು ದಿಂಡಿಗಲ್ ಜಿಲ್ಲೆಯ ಪಳನಿ ಬೆಟ್ಟದ ತುದಿಯಲ್ಲಿದೆ. ಇಲ್ಲಿ ಮುರುಗನ್ ದೇವರನ್ನು ದಂಡಪಾಣಿಯ ರೂಪದಲ್ಲಿ ಪೂಜಿಸಲಾಗುತ್ತದೆ. ದೇವಾಲಯವನ್ನು ತಲುಪಲು ಅರುಣಗಿರಿನಾಥರು ಹಾಡಿದ ಹಲವಾರು ಮೆಟ್ಟಿಲುಗಳನ್ನು ಹತ್ತಬೇಕು. ಪ್ರತಿವರ್ಷ ಲಕ್ಷಾಂತರ ಭಕ್ತರು ಕಾವಡಿ ಹೊತ್ತು ಬರುತ್ತಾರೆ. ಶಿವ ಮತ್ತು ಪಾರ್ವತಿ ಹೇಳಿದ 'ಪಳಮ್ ನೀ' ಎಂಬ ಪದಗಳಿಂದ ಪಳನಿ ಎಂಬ ಹೆಸರು ಬಂದಿದೆ. ಇಲ್ಲಿ ಪಂಚಾಮೃತ ಅಭಿಷೇಕ ವಿಶಿಷ್ಟವಾಗಿದೆ. ಮುಖ್ಯ ನೈವೇದ್ಯಗಳು <box>402 228 676 636</box>
hill-temple-image <box>1095 227 1502 691</box>
gita-subtitle: ವಿಷಯಾಸಕ್ತಿಯಿಂದ ದೂರವಿರುವವನು. <box>19 186 228 206</box>
gita-body-c: ಪಂಚಾಂಗವಸನಗೊಂಡ ಸಾಕಷ್ಟು ದೃಷ್ಟಾಂತಗಳು, ಪುರಾಣ ಕಥೆಗಳು, ಇತಿಹಾಸ ಪ್ರಸಂಗಗಳನ್ನು ನೋಡಿಯೂ ಮನುಷ್ಯ ಕಲಿಯದಿದ್ದರೆ ಆತ ಹಿಂದುಳಿಯುವನು. ಭಗವಂತನ ಈ ಮೂಲಕ ಸಂದೇಶವನ್ನು ತಿಳಿಯಬೇಕಿದೆ ಎಂಬ ಸಂದೇಶವನ್ನು ಭಗವಂತ ಈ ಮೂಲಕ ತಿಳಿಸುತ್ತಿದ್ದಾನೆ. <box>19 897 194 1058</box>
magnesium-chalkboard-label: MAGNESIUM <box>972 1791 1118 1818</box>
page-number: ಪುಟ-2 <box>1443 6 1497 30</box>
magnesium-col-1b: ಮೆಗ್ನೀಸಿಯಂ ನಮ್ಮ ದೇಹದಲ್ಲಿ ಶಕ್ತಿ ಉತ್ಪಾದನೆಯಲ್ಲಿ ಪ್ರಮುಖ ಪಾತ್ರ ವಹಿಸುತ್ತದೆ. ದೇಹದ ಪ್ರತಿಯೊಂದು ಜೀವಕೋಶಕ್ಕೆ ಶಕ್ತಿ ನೀಡುವ ಎಟಿಪಿ (ಅಡೆನೋಸಿನ್ ಟ್ರೈಫಾಸ್ಫೇಟ್) ಎಂಬ ಅಣುವನ್ನು ಸಕ್ರಿಯಗೊಳಿಸಲು ಮೆಗ್ನೀಸಿಯಂ ಅಗತ್ಯವಿದೆ. ಆದರೆ ಸಾಕಷ್ಟು ಮೆಗ್ನೀಸಿಯಂ ಇಲ್ಲದೇ ದೇಹವು ಶಕ್ತಿಯನ್ನು ಪರಿಣಾಮಕಾರಿಯಾಗಿ ಬಳಸಲು ಸಾಧ್ಯವಾಗುವುದಿಲ್ಲ. ಆದ್ದರಿಂದ ಆಯಾಸ, ದೌರ್ಬಲ್ಯ, ನಿಶ್ಯಕ್ತಿ ಮತ್ತು ಸ್ನಾಯು ನೋವುಗಳು ಕಂಡುಬರಬಹುದು. ಮೆಗ್ನೀಸಿಯಂ ದೇಹದಲ್ಲಿ ಸಮಸ್ಯೆಗಳನ್ನು ಸಮತೋಲನದಲ್ಲಿ ಇಡುವ ಕಾರ್ಯನಿರ್ವಹಿಸುವ ಕಾರ್ಯಕ್ಕೆ ಮೆಗ್ನೀಸಿಯಂ ನಿರ್ಣಾಯಕವಾಗಿದೆ. <box>17 1997 258 2240</box>
gita-body-b: ವಿಷಯ ವ್ಯಾಮೋಹವು ಕೇವಲ ಸಾಮಾಜಿಕವಲ್ಲದೆ ಅಲ್ಲದೆ ತಮ್ಮ ಕುಟುಂಬದ ಜೀವನವನ್ನು ಹಾಳು ಮಾಡಿಕೊಂಡು ಬಂಧುಬಾಂಧವರಲ್ಲಿ ವೈಮನಸ್ಯ ಹೊಂದಿರುವುದು ಕಾಣಬರುತ್ತದೆ. ಹುಟ್ಟುವಾಗ ಸಹೋದರ, ಸಹೋದರಿಯರಾಗಿ ಅಂದರೆ ಒಂದೇ ಉದರ ಹಂಚಿಕೊಂಡು ಹುಟ್ಟಿದರೂ ವಿಷಯಾಸಕ್ತಿಯ ಕಾರಣದಿಂದ ಬದ್ಧ ವೈರಿಗಳಾಗಿ ಸದಾ ಹಿಂಸಾತ್ಮಕ ಜೀವನ ನಡೆಸುವುದು ಕಾಣಬರುತ್ತದೆ. ಅದೇ ರೀತಿ ಕುಟುಂಬಗಳಲ್ಲಿ ಹಾಗೂ ಕುಟುಂಬಗಳ ಮಧ್ಯೆ ವ್ಯಾಮೋಹಿತ ವಿಷಯಾಸಕ್ತಿಗೆ ಕುಟುಂಬಗಳು ಒಡೆಯುತ್ತಿವೆ. <box>19 647 373 766</box>
arupadai-headline-2: ಆರು ದೇವಾಲಯಗಳ ದರ್ಶನದಿಂದ ಸಿಗುವ ಫಲವೇನು? <box>495 141 1253 192</box>
